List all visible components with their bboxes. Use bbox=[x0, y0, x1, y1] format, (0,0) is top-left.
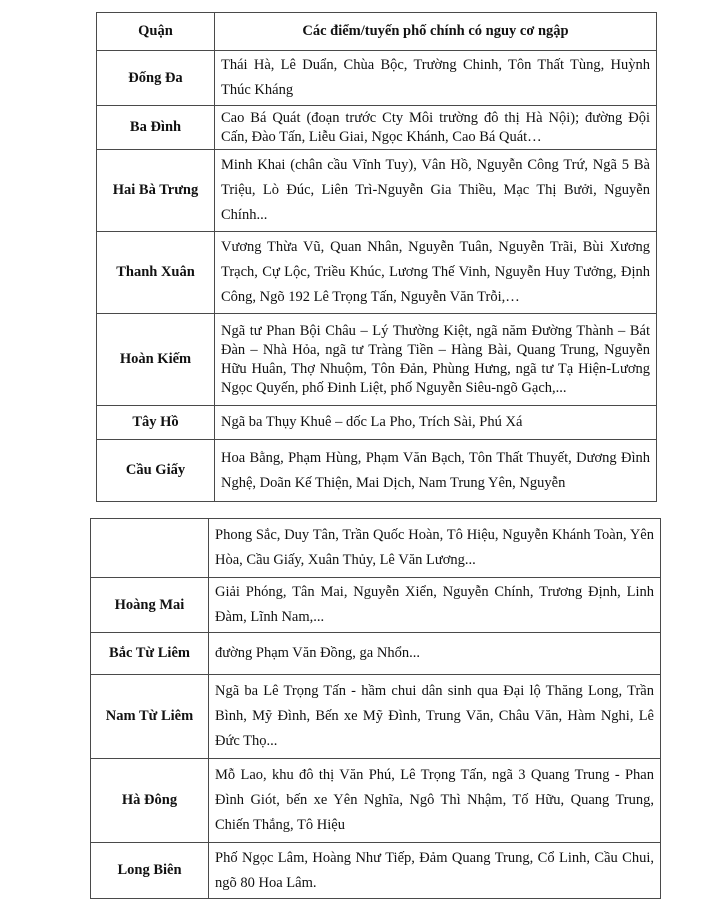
table-row bbox=[91, 675, 661, 759]
street-list: Ngã ba Thụy Khuê – dốc La Pho, Trích Sài, Phú Xá bbox=[215, 406, 657, 440]
street-list: Phong Sắc, Duy Tân, Trần Quốc Hoàn, Tô Hiệu, Nguyễn Khánh Toàn, Yên Hòa, Cầu Giấy, Xuân Thủy, Lê Văn Lương... bbox=[209, 519, 661, 578]
street-list: Ngã tư Phan Bội Châu – Lý Thường Kiệt, ngã năm Đường Thành – Bát Đàn – Nhà Hỏa, ngã tư Tràng Tiền – Hàng Bài, Quang Trung, Nguyễn Hữu Huân, Thợ Nhuộm, Tôn Đản, Phùng Hưng, ngã tư Tạ Hiện-Lương Ngọc Quyến, phố Đinh Liệt, phố Nguyễn Siêu-ngõ Gạch,... bbox=[215, 314, 657, 406]
district-name: Bắc Từ Liêm bbox=[91, 633, 209, 675]
table-row bbox=[97, 232, 657, 314]
street-list: Vương Thừa Vũ, Quan Nhân, Nguyễn Tuân, Nguyễn Trãi, Bùi Xương Trạch, Cự Lộc, Triều Khúc, Lương Thế Vinh, Nguyễn Huy Tưởng, Định Công, Ngõ 192 Lê Trọng Tấn, Nguyễn Văn Trỗi,… bbox=[215, 232, 657, 314]
street-list: Mỗ Lao, khu đô thị Văn Phú, Lê Trọng Tấn, ngã 3 Quang Trung - Phan Đình Giót, bến xe Yên Nghĩa, Ngô Thì Nhậm, Tố Hữu, Quang Trung, Chiến Thắng, Tô Hiệu bbox=[209, 759, 661, 843]
table-row bbox=[91, 633, 661, 675]
table-row bbox=[97, 406, 657, 440]
street-list: đường Phạm Văn Đồng, ga Nhổn... bbox=[209, 633, 661, 675]
street-list: Phố Ngọc Lâm, Hoàng Như Tiếp, Đảm Quang Trung, Cổ Linh, Cầu Chui, ngõ 80 Hoa Lâm. bbox=[209, 843, 661, 899]
streets-column-header: Các điểm/tuyến phố chính có nguy cơ ngập bbox=[215, 13, 657, 51]
table-row bbox=[97, 150, 657, 232]
district-name: Hà Đông bbox=[91, 759, 209, 843]
street-list: Minh Khai (chân cầu Vĩnh Tuy), Vân Hồ, Nguyễn Công Trứ, Ngã 5 Bà Triệu, Lò Đúc, Liên Trì-Nguyễn Gia Thiều, Mạc Thị Bưởi, Nguyễn Chính... bbox=[215, 150, 657, 232]
district-name: Thanh Xuân bbox=[97, 232, 215, 314]
district-name: Đống Đa bbox=[97, 51, 215, 106]
flood-risk-table-part-2 bbox=[90, 518, 661, 899]
district-name: Tây Hồ bbox=[97, 406, 215, 440]
street-list: Thái Hà, Lê Duẩn, Chùa Bộc, Trường Chinh, Tôn Thất Tùng, Huỳnh Thúc Kháng bbox=[215, 51, 657, 106]
district-name bbox=[91, 519, 209, 578]
district-name: Nam Từ Liêm bbox=[91, 675, 209, 759]
street-list: Hoa Bằng, Phạm Hùng, Phạm Văn Bạch, Tôn Thất Thuyết, Dương Đình Nghệ, Doãn Kế Thiện, Mai Dịch, Nam Trung Yên, Nguyễn bbox=[215, 440, 657, 502]
table-row bbox=[97, 440, 657, 502]
district-name: Cầu Giấy bbox=[97, 440, 215, 502]
street-list: Ngã ba Lê Trọng Tấn - hầm chui dân sinh qua Đại lộ Thăng Long, Trần Bình, Mỹ Đình, Bến xe Mỹ Đình, Trung Văn, Châu Văn, Hàm Nghi, Lê Đức Thọ... bbox=[209, 675, 661, 759]
table-row bbox=[97, 106, 657, 150]
street-list: Cao Bá Quát (đoạn trước Cty Môi trường đô thị Hà Nội); đường Đội Cấn, Đào Tấn, Liễu Giai, Ngọc Khánh, Cao Bá Quát… bbox=[215, 106, 657, 150]
table-row bbox=[97, 314, 657, 406]
district-name: Hoàn Kiếm bbox=[97, 314, 215, 406]
table-header-row bbox=[97, 13, 657, 51]
flood-risk-table-part-1 bbox=[96, 12, 657, 502]
table-row bbox=[97, 51, 657, 106]
district-name: Hoàng Mai bbox=[91, 578, 209, 633]
table-row bbox=[91, 843, 661, 899]
district-name: Long Biên bbox=[91, 843, 209, 899]
district-name: Hai Bà Trưng bbox=[97, 150, 215, 232]
table-row bbox=[91, 578, 661, 633]
street-list: Giải Phóng, Tân Mai, Nguyễn Xiển, Nguyễn Chính, Trương Định, Linh Đàm, Lĩnh Nam,... bbox=[209, 578, 661, 633]
district-column-header: Quận bbox=[97, 13, 215, 51]
district-name: Ba Đình bbox=[97, 106, 215, 150]
table-row bbox=[91, 759, 661, 843]
table-row bbox=[91, 519, 661, 578]
